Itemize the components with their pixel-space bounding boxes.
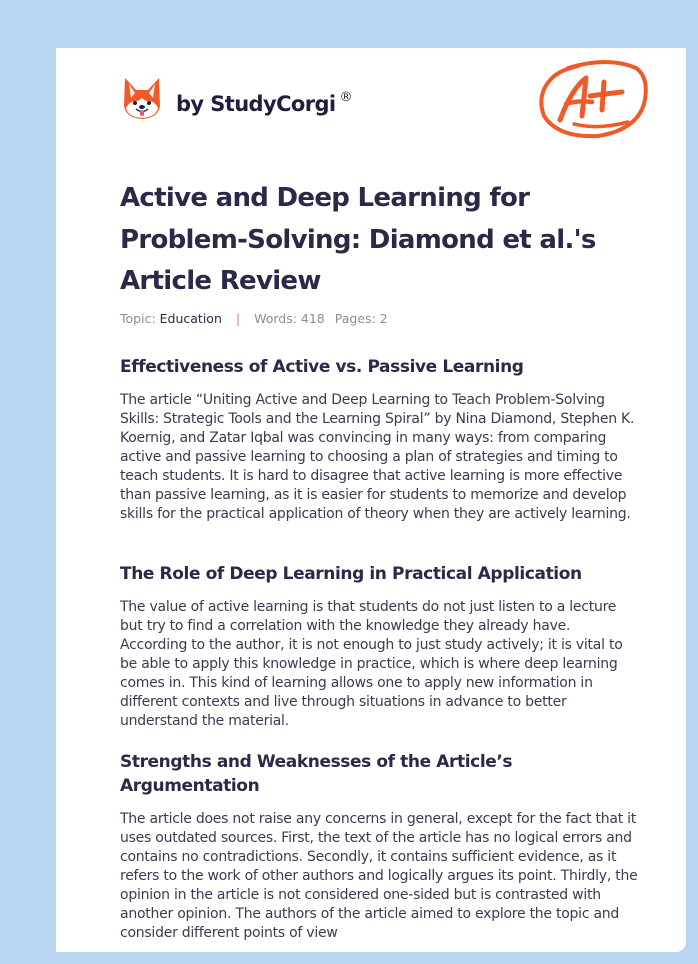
corgi-icon [122, 76, 162, 120]
section-paragraph: The value of active learning is that students do not just listen to a lecture but try to find a correlation with the knowledge they already have. According to the author, it is not enough to just study actively; it is vital to be able to apply this knowledge in practice, which is where deep learning comes in. This kind of learning allows one to apply new information in different contexts and live through situations in advance to better understand the material. [120, 599, 623, 729]
section-paragraph: The article “Uniting Active and Deep Learning to Teach Problem-Solving Skills: Strategic Tools and the Learning Spiral” by Nina Diamond, Stephen K. Koernig, and Zatar Iqbal was convincing in many ways: from comparing active and passive learning to choosing a plan of strategies and timing to teach students. It is hard to disagree that active learning is more effective than passive learning, as it is easier for students to memorize and develop skills for the practical application of theory when they are actively learning. [120, 392, 635, 522]
topic-link[interactable]: Education [159, 311, 222, 326]
page-title: Active and Deep Learning for Problem-Solving: Diamond et al.'s Article Review [120, 183, 596, 296]
grade-badge [538, 58, 650, 144]
section-heading: The Role of Deep Learning in Practical Application [120, 564, 582, 584]
section-heading: Effectiveness of Active vs. Passive Learning [120, 357, 524, 377]
article-meta [120, 311, 388, 326]
section-heading: Strengths and Weaknesses of the Article’s Argumentation [120, 752, 513, 796]
a-plus-grade-icon [538, 58, 650, 140]
registered-mark: ® [339, 90, 352, 105]
topic-label: Topic: [120, 311, 156, 326]
pages-label: Pages: [334, 311, 376, 326]
pages-count: 2 [379, 311, 388, 326]
words-label: Words: [254, 311, 297, 326]
words-count: 418 [300, 311, 325, 326]
meta-separator: | [235, 311, 241, 326]
studycorgi-logo[interactable] [122, 76, 352, 120]
section-paragraph: The article does not raise any concerns in general, except for the fact that it uses outdated sources. First, the text of the article has no logical errors and contains no contradictions. Secondly, it contains sufficient evidence, as it refers to the work of other authors and logically argues its point. Thirdly, the opinion in the article is not considered one-sided but is contrasted with another opinion. The authors of the article aimed to explore the topic and consider different points of view [120, 811, 638, 941]
logo-text: by StudyCorgi ® [176, 90, 352, 116]
